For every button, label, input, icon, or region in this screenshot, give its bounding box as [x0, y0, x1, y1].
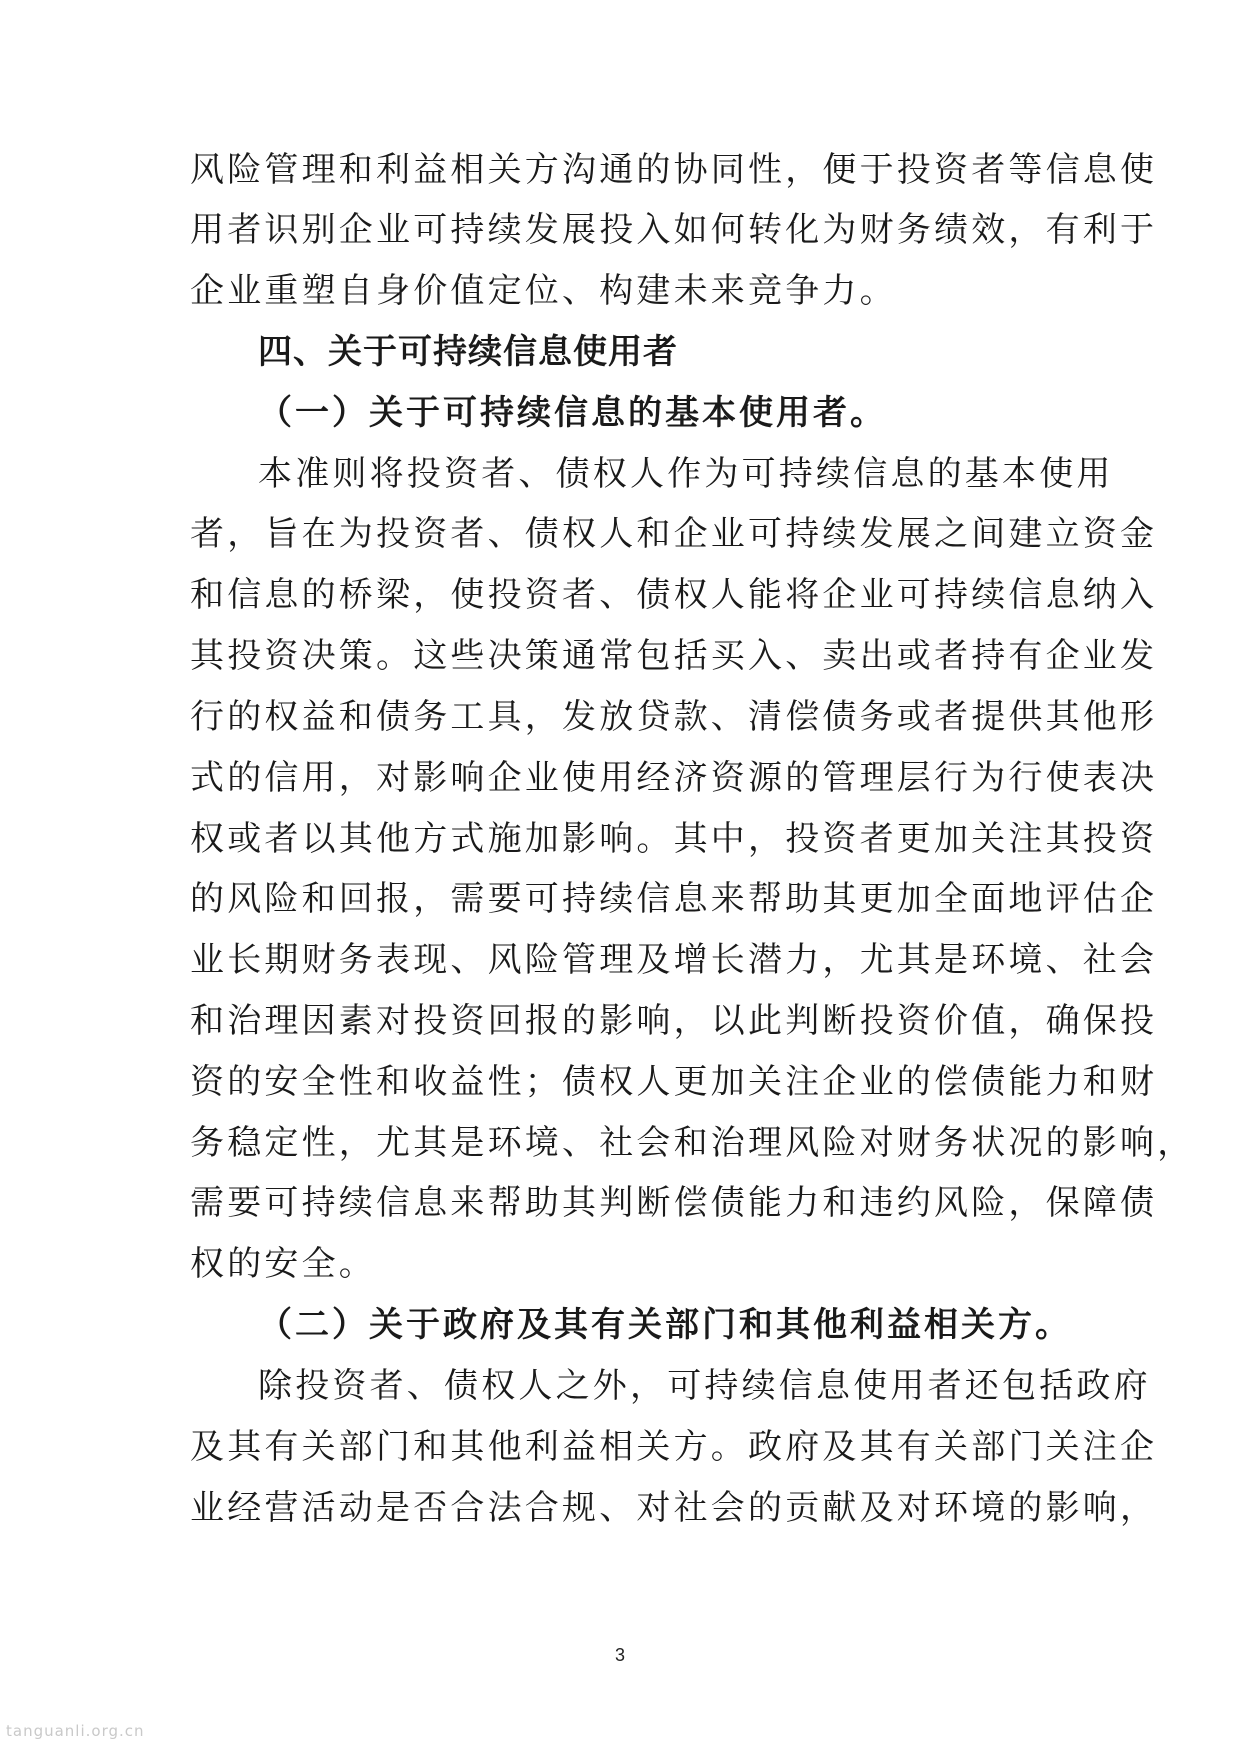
paragraph-line: 资的安全性和收益性；债权人更加关注企业的偿债能力和财 [190, 1062, 1158, 1102]
section-heading: 四、关于可持续信息使用者 [258, 332, 678, 372]
paragraph-line: 者，旨在为投资者、债权人和企业可持续发展之间建立资金 [190, 514, 1158, 554]
paragraph-line: 权的安全。 [190, 1244, 376, 1284]
paragraph-line: 企业重塑自身价值定位、构建未来竞争力。 [190, 271, 897, 311]
paragraph-line: 除投资者、债权人之外，可持续信息使用者还包括政府 [258, 1366, 1151, 1406]
paragraph-line: 业经营活动是否合法合规、对社会的贡献及对环境的影响， [190, 1488, 1158, 1528]
paragraph-line: 业长期财务表现、风险管理及增长潜力，尤其是环境、社会 [190, 940, 1158, 980]
paragraph-line: 风险管理和利益相关方沟通的协同性，便于投资者等信息使 [190, 150, 1158, 190]
paragraph-line: 权或者以其他方式施加影响。其中，投资者更加关注其投资 [190, 819, 1158, 859]
paragraph-line: 及其有关部门和其他利益相关方。政府及其有关部门关注企 [190, 1427, 1158, 1467]
paragraph-line: 用者识别企业可持续发展投入如何转化为财务绩效，有利于 [190, 210, 1158, 250]
paragraph-line: 和治理因素对投资回报的影响，以此判断投资价值，确保投 [190, 1001, 1158, 1041]
paragraph-line: 务稳定性，尤其是环境、社会和治理风险对财务状况的影响， [190, 1123, 1195, 1163]
paragraph-line: 需要可持续信息来帮助其判断偿债能力和违约风险，保障债 [190, 1183, 1158, 1223]
watermark: tanguanli.org.cn [6, 1722, 145, 1740]
paragraph-line: 式的信用，对影响企业使用经济资源的管理层行为行使表决 [190, 758, 1158, 798]
paragraph-line: 和信息的桥梁，使投资者、债权人能将企业可持续信息纳入 [190, 575, 1158, 615]
paragraph-line: 本准则将投资者、债权人作为可持续信息的基本使用 [258, 454, 1114, 494]
subsection-heading: （二）关于政府及其有关部门和其他利益相关方。 [258, 1305, 1072, 1345]
paragraph-line: 的风险和回报，需要可持续信息来帮助其更加全面地评估企 [190, 879, 1158, 919]
paragraph-line: 其投资决策。这些决策通常包括买入、卖出或者持有企业发 [190, 636, 1158, 676]
page-number: 3 [614, 1645, 625, 1665]
paragraph-line: 行的权益和债务工具，发放贷款、清偿债务或者提供其他形 [190, 697, 1158, 737]
subsection-heading: （一）关于可持续信息的基本使用者。 [258, 393, 887, 433]
